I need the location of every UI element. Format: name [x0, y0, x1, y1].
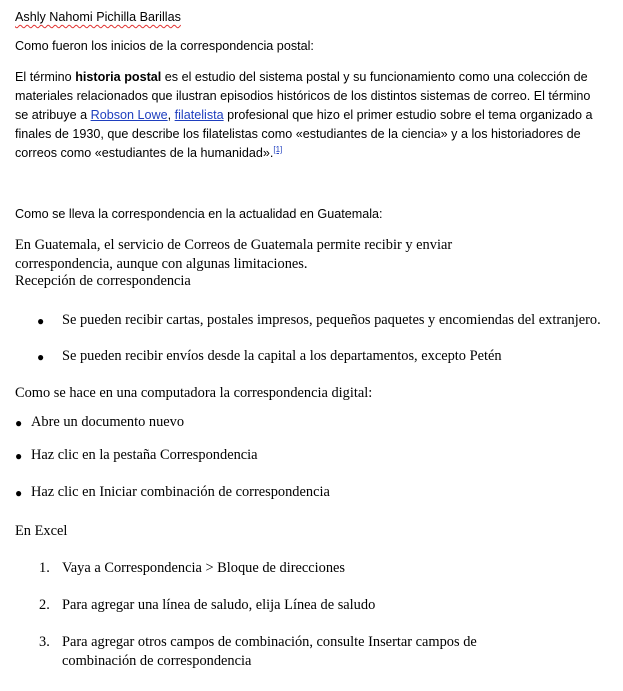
link-filatelista[interactable]: filatelista	[174, 108, 224, 122]
heading-excel: En Excel	[15, 523, 68, 539]
question-origins: Como fueron los inicios de la correspondencia postal:	[15, 39, 314, 53]
bullet-dot-icon: ●	[15, 486, 23, 500]
list-item: Abre un documento nuevo	[31, 414, 185, 430]
term-bold: historia postal	[75, 70, 162, 84]
list-item: Vaya a Correspondencia > Bloque de direcciones	[62, 560, 346, 576]
list-number: 3.	[39, 634, 50, 650]
list-item: Se pueden recibir envíos desde la capital a los departamentos, excepto Petén	[62, 348, 502, 364]
question-digital: Como se hace en una computadora la correspondencia digital:	[15, 385, 373, 401]
list-number: 2.	[39, 597, 50, 613]
bullet-dot-icon: ●	[15, 449, 23, 463]
list-item: Haz clic en Iniciar combinación de correspondencia	[31, 484, 330, 500]
list-number: 1.	[39, 560, 50, 576]
author-name: Ashly Nahomi Pichilla Barillas	[15, 10, 181, 24]
link-robson-lowe[interactable]: Robson Lowe	[90, 108, 168, 122]
paragraph-guatemala: En Guatemala, el servicio de Correos de Guatemala permite recibir y enviar correspondencia, aunque con algunas limitaciones.	[15, 237, 453, 272]
list-item: Haz clic en la pestaña Correspondencia	[31, 447, 258, 463]
list-item: Se pueden recibir cartas, postales impresos, pequeños paquetes y encomiendas del extranjero.	[62, 312, 601, 328]
heading-recepcion: Recepción de correspondencia	[15, 273, 191, 289]
bullet-dot-icon: ●	[37, 350, 45, 364]
bullet-dot-icon: ●	[37, 314, 45, 328]
list-item: Para agregar una línea de saludo, elija Línea de saludo	[62, 597, 376, 613]
list-item: Para agregar otros campos de combinación, consulte Insertar campos de combinación de correspondencia	[62, 634, 477, 669]
footnote-ref-link[interactable]: [1]	[273, 144, 283, 154]
bullet-dot-icon: ●	[15, 416, 23, 430]
question-guatemala: Como se lleva la correspondencia en la actualidad en Guatemala:	[15, 207, 383, 221]
paragraph-postal-history: El término historia postal es el estudio del sistema postal y su funcionamiento como una colección de materiales relacionados que ilustran episodios históricos de los distintos sistemas de correo. El término se atribuye a Robson Lowe, filatelista profesional que hizo el primer estudio sobre el tema organizado a finales de 1930, que describe los filatelistas como «estudiantes de la ciencia» y a los historiadores de correos como «estudiantes de la humanidad».[1]	[15, 70, 593, 160]
